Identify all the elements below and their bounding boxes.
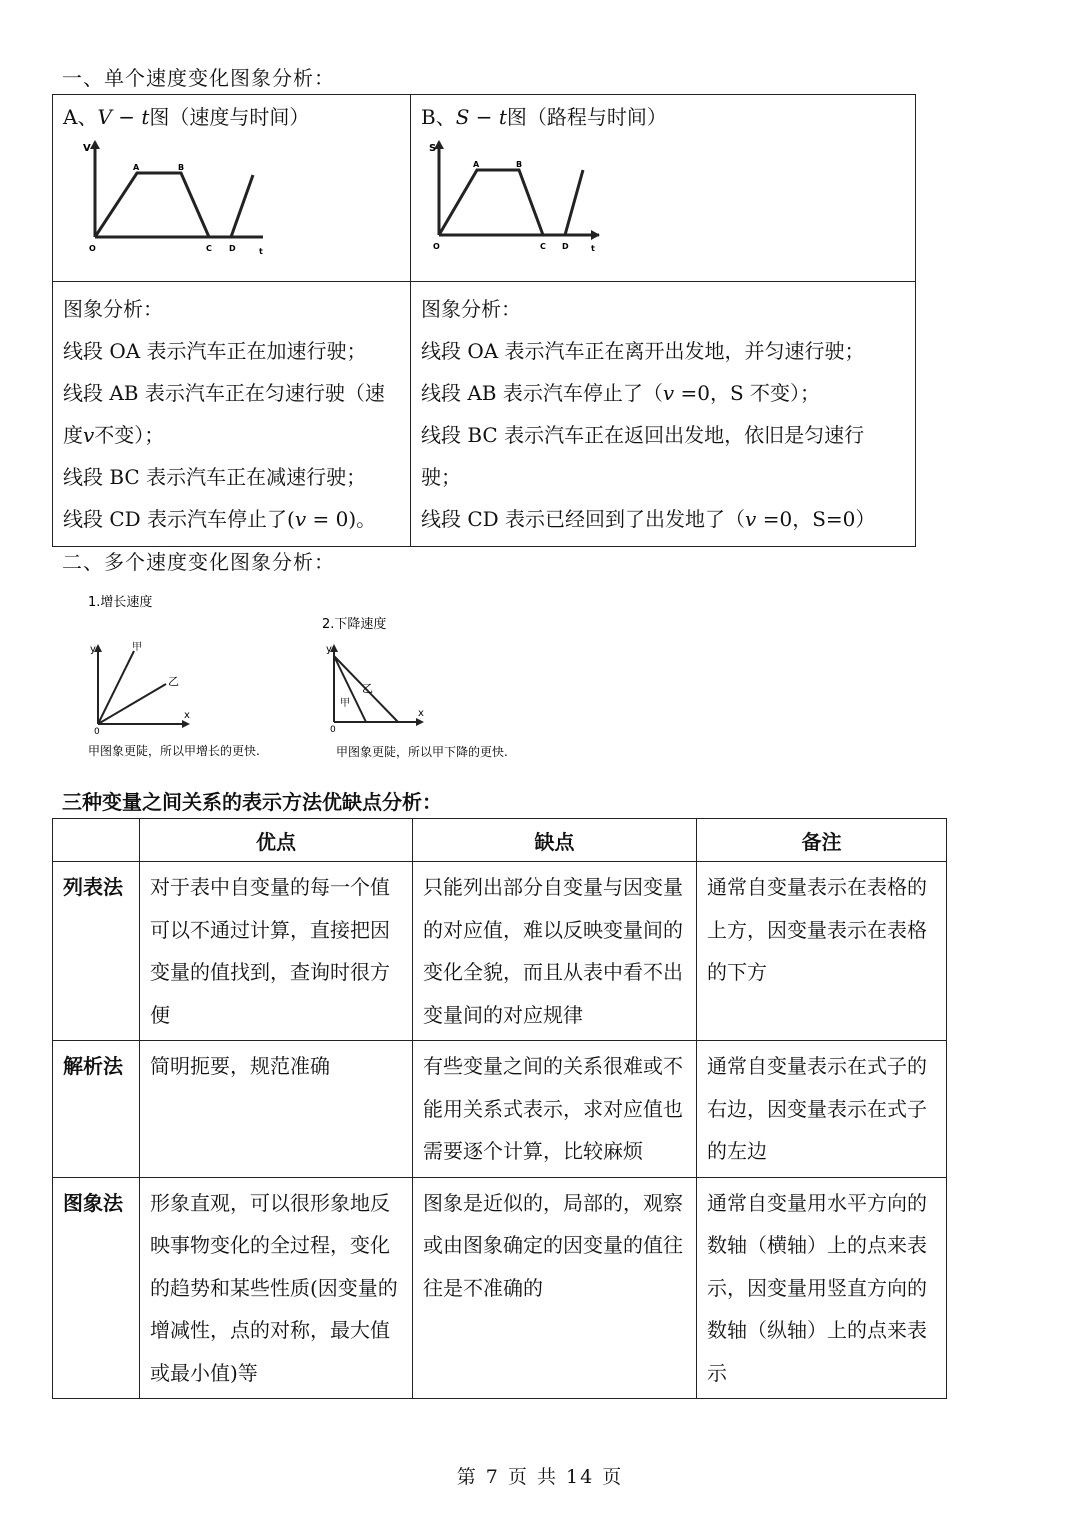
decline-jia-label: 甲 (340, 698, 350, 709)
st-x-label: t (591, 244, 595, 253)
vt-graph (63, 137, 263, 261)
vt-point-a: A (133, 163, 140, 172)
row-cons: 图象是近似的，局部的，观察或由图象确定的因变量的值往往是不准确的 (413, 1177, 697, 1399)
st-title: B、𝑆 − 𝑡图（路程与时间） (421, 105, 667, 129)
vt-title: A、𝑉 − 𝑡图（速度与时间） (63, 105, 310, 129)
section2-heading: 二、多个速度变化图象分析： (62, 550, 335, 574)
vt-analysis-cell (53, 282, 411, 547)
vt-trapezoid-line (95, 173, 209, 237)
st-graph (421, 137, 621, 261)
table-row (53, 862, 947, 1041)
st-point-b: B (516, 160, 523, 169)
decline-y-label: y (326, 644, 332, 655)
vt-point-d: D (229, 244, 236, 253)
st-trapezoid-line (439, 170, 543, 235)
row-pros: 简明扼要，规范准确 (140, 1041, 413, 1178)
st-graph-cell (411, 95, 916, 282)
st-analysis-line: 线段 AB 表示汽车停止了（𝑣 =0，S 不变）； (421, 381, 821, 405)
decline-yi-label: 乙 (362, 682, 373, 695)
row-notes: 通常自变量用水平方向的数轴（横轴）上的点来表示，因变量用竖直方向的数轴（纵轴）上的点来表示 (697, 1177, 947, 1399)
growth-origin: 0 (94, 727, 100, 737)
decline-caption: 甲图象更陡，所以甲下降的更快. (336, 745, 508, 759)
table-header-row (53, 819, 947, 862)
vt-analysis-line: 线段 CD 表示汽车停止了(𝑣 = 0)。 (63, 507, 377, 531)
table-row (53, 1177, 947, 1399)
vt-analysis-line: 线段 OA 表示汽车正在加速行驶； (63, 339, 367, 363)
st-analysis-line: 驶； (421, 465, 461, 489)
page-footer: 第 7 页 共 14 页 (456, 1466, 624, 1488)
column-header: 备注 (697, 819, 947, 862)
st-cd-line (565, 170, 583, 235)
row-notes: 通常自变量表示在式子的右边，因变量表示在式子的左边 (697, 1041, 947, 1178)
methods-table (52, 818, 947, 1399)
decline-origin: 0 (330, 725, 336, 735)
decline-x-label: x (418, 708, 424, 719)
vt-point-o: O (89, 244, 96, 253)
vt-cd-line (231, 175, 253, 237)
vt-x-label: t (259, 247, 263, 256)
column-header: 优点 (140, 819, 413, 862)
table-row (53, 1041, 947, 1178)
row-name: 解析法 (53, 1041, 140, 1178)
decline-graph (318, 608, 568, 770)
row-name: 图象法 (53, 1177, 140, 1399)
st-point-a: A (473, 160, 480, 169)
row-cons: 只能列出部分自变量与因变量的对应值，难以反映变量间的变化全貌，而且从表中看不出变量间的对应规律 (413, 862, 697, 1041)
vt-point-c: C (206, 244, 212, 253)
section1-heading: 一、单个速度变化图象分析： (62, 66, 335, 90)
st-point-d: D (562, 242, 569, 251)
row-pros: 对于表中自变量的每一个值可以不通过计算，直接把因变量的值找到，查询时很方便 (140, 862, 413, 1041)
column-header (53, 819, 140, 862)
decline-title: 2.下降速度 (322, 617, 387, 632)
row-notes: 通常自变量表示在表格的上方，因变量表示在表格的下方 (697, 862, 947, 1041)
row-cons: 有些变量之间的关系很难或不能用关系式表示，求对应值也需要逐个计算，比较麻烦 (413, 1041, 697, 1178)
st-y-label: S (429, 143, 437, 154)
row-name: 列表法 (53, 862, 140, 1041)
growth-y-label: y (90, 644, 96, 655)
growth-yi-label: 乙 (168, 675, 179, 688)
growth-title: 1.增长速度 (88, 595, 153, 610)
single-graph-table (52, 94, 916, 547)
vt-y-label: V (83, 143, 91, 154)
growth-jia-label: 甲 (132, 642, 142, 653)
vt-analysis-line: 线段 AB 表示汽车正在匀速行驶（速 (63, 381, 385, 405)
st-analysis-line: 线段 CD 表示已经回到了出发地了（𝑣 =0，S=0） (421, 507, 876, 531)
vt-analysis-line: 线段 BC 表示汽车正在减速行驶； (63, 465, 367, 489)
vt-point-b: B (178, 163, 185, 172)
st-analysis-line: 线段 BC 表示汽车正在返回出发地，依旧是匀速行 (421, 423, 865, 447)
column-header: 缺点 (413, 819, 697, 862)
vt-analysis-title: 图象分析： (63, 297, 163, 321)
growth-x-label: x (184, 710, 190, 721)
vt-graph-cell (53, 95, 411, 282)
st-analysis-title: 图象分析： (421, 297, 521, 321)
row-pros: 形象直观，可以很形象地反映事物变化的全过程，变化的趋势和某些性质(因变量的增减性，点的对称，最大值或最小值)等 (140, 1177, 413, 1399)
st-point-o: O (433, 242, 440, 251)
st-point-c: C (540, 242, 546, 251)
growth-caption: 甲图象更陡，所以甲增长的更快. (88, 744, 260, 758)
section3-heading: 三种变量之间关系的表示方法优缺点分析： (62, 790, 442, 814)
vt-analysis-line: 度𝑣不变）； (63, 423, 165, 447)
st-analysis-cell (411, 282, 916, 547)
st-analysis-line: 线段 OA 表示汽车正在离开出发地，并匀速行驶； (421, 339, 865, 363)
growth-graph (84, 588, 324, 768)
